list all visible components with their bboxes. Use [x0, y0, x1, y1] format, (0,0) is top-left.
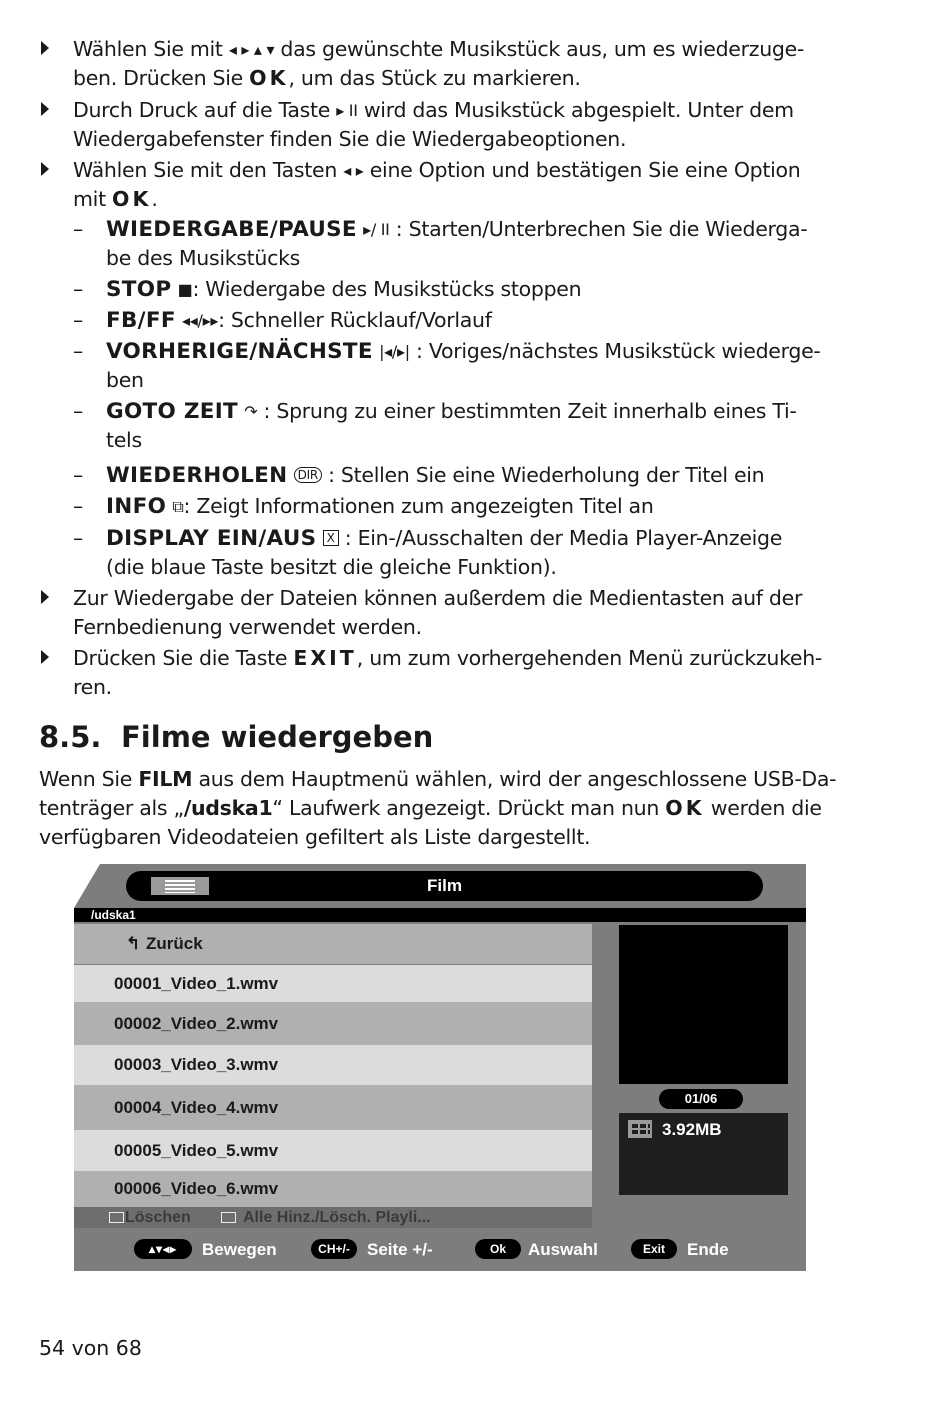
option-text: : Stellen Sie eine Wiederholung der Titel ein	[328, 463, 765, 487]
option-text: : Ein-/Ausschalten der Media Player-Anzeige	[344, 526, 783, 550]
playlist-checkbox[interactable]	[221, 1212, 236, 1223]
bullet-arrow-icon	[41, 41, 49, 55]
file-row[interactable]	[74, 1130, 592, 1171]
key-label: OK	[665, 796, 705, 820]
bullet-text: Zur Wiedergabe der Dateien können außerdem die Medientasten auf der	[73, 586, 803, 610]
bullet-item	[73, 35, 848, 93]
display-toggle-icon: X	[323, 530, 339, 546]
corner-decoration	[74, 864, 100, 908]
option-item	[106, 306, 851, 335]
paragraph-text: “ Laufwerk angezeigt. Drückt man nun	[272, 796, 666, 820]
bullet-text: Drücken Sie die Taste	[73, 646, 294, 670]
file-row[interactable]	[74, 965, 592, 1002]
option-text: : Wiedergabe des Musikstücks stoppen	[192, 277, 582, 301]
paragraph-bold: FILM	[138, 767, 193, 791]
option-text: ben	[106, 368, 144, 392]
dash-marker: –	[73, 526, 84, 550]
media-player-screenshot	[74, 864, 806, 1271]
file-row[interactable]	[74, 1045, 592, 1085]
bullet-arrow-icon	[41, 162, 49, 176]
dash-marker: –	[73, 308, 84, 332]
dash-marker: –	[73, 399, 84, 423]
bullet-text: mit	[73, 187, 113, 211]
option-item	[106, 337, 851, 395]
option-text: tels	[106, 428, 142, 452]
option-keyword: INFO	[106, 494, 167, 519]
bullet-text: wird das Musikstück abgespielt. Unter dem	[357, 98, 794, 122]
file-row[interactable]	[74, 1002, 592, 1045]
option-keyword: DISPLAY EIN/AUS	[106, 526, 317, 551]
bullet-text: das gewünschte Musikstück aus, um es wiederzuge-	[274, 37, 805, 61]
bullet-text: .	[151, 187, 158, 211]
file-name: 00005_Video_5.wmv	[114, 1141, 279, 1160]
delete-checkbox[interactable]	[109, 1212, 124, 1223]
option-item	[106, 275, 851, 304]
help-bar	[74, 1228, 806, 1271]
arrow-keys-pill: ▴▾◂▸	[134, 1239, 192, 1259]
stop-icon: ■	[177, 280, 193, 299]
option-keyword: WIEDERHOLEN	[106, 463, 288, 488]
option-item	[106, 524, 851, 582]
file-name: 00006_Video_6.wmv	[114, 1179, 279, 1198]
section-number: 8.5.	[39, 720, 102, 754]
paragraph-text: verfügbaren Videodateien gefiltert als Liste dargestellt.	[39, 825, 591, 849]
file-name: 00003_Video_3.wmv	[114, 1055, 279, 1074]
bullet-text: ren.	[73, 675, 112, 699]
option-keyword: GOTO ZEIT	[106, 399, 238, 424]
bullet-text: ben. Drücken Sie	[73, 66, 250, 90]
goto-time-icon: ↷	[244, 402, 258, 421]
dash-marker: –	[73, 217, 84, 241]
option-keyword: VORHERIGE/NÄCHSTE	[106, 339, 373, 364]
bullet-item	[73, 584, 848, 642]
paragraph-text: werden die	[704, 796, 822, 820]
path-label: /udska1	[91, 908, 136, 922]
play-pause-icon: ▸/ II	[363, 220, 390, 239]
dash-marker: –	[73, 463, 84, 487]
file-name: 00002_Video_2.wmv	[114, 1014, 279, 1033]
file-name: 00001_Video_1.wmv	[114, 974, 279, 993]
title-bar	[126, 871, 763, 901]
file-size: 3.92MB	[662, 1120, 722, 1139]
prev-next-icon: |◂/▸|	[379, 342, 410, 361]
paragraph-text: Wenn Sie	[39, 767, 139, 791]
option-text: : Voriges/nächstes Musikstück wiederge-	[416, 339, 821, 363]
bullet-text: , um das Stück zu markieren.	[288, 66, 581, 90]
bullet-item	[73, 644, 848, 702]
playlist-option-label[interactable]: Alle Hinz./Lösch. Playli...	[243, 1209, 431, 1226]
file-row[interactable]	[74, 1085, 592, 1130]
option-item	[106, 215, 851, 273]
channel-key-pill: CH+/-	[311, 1239, 357, 1259]
screen-title: Film	[427, 876, 462, 895]
file-row[interactable]	[74, 1171, 592, 1207]
option-keyword: STOP	[106, 277, 172, 302]
file-counter: 01/06	[659, 1089, 743, 1109]
repeat-icon: DIR	[294, 467, 322, 483]
bullet-item	[73, 156, 848, 214]
bullet-text: Wählen Sie mit den Tasten	[73, 158, 344, 182]
intro-paragraph	[39, 765, 839, 852]
end-label: Ende	[687, 1240, 729, 1259]
file-grid-icon	[628, 1120, 652, 1138]
bullet-text: , um zum vorhergehenden Menü zurückzukeh-	[356, 646, 823, 670]
option-text: (die blaue Taste besitzt die gleiche Funktion).	[106, 555, 557, 579]
option-bar	[74, 1207, 592, 1228]
option-item	[106, 492, 851, 521]
key-label: OK	[249, 66, 289, 90]
bullet-arrow-icon	[41, 590, 49, 604]
paragraph-text: aus dem Hauptmenü wählen, wird der angeschlossene USB-Da-	[192, 767, 837, 791]
option-text: be des Musikstücks	[106, 246, 301, 270]
bullet-text: Wählen Sie mit	[73, 37, 229, 61]
option-keyword: WIEDERGABE/PAUSE	[106, 217, 357, 242]
back-label: Zurück	[146, 934, 203, 953]
bullet-arrow-icon	[41, 102, 49, 116]
play-pause-icon: ▸ II	[336, 101, 358, 120]
option-text: : Sprung zu einer bestimmten Zeit innerhalb eines Ti-	[263, 399, 797, 423]
option-keyword: FB/FF	[106, 308, 176, 333]
key-label: EXIT	[293, 646, 357, 670]
left-right-keys-icon: ◂ ▸	[343, 161, 364, 180]
delete-option-label[interactable]: Löschen	[125, 1209, 191, 1226]
back-row[interactable]	[74, 924, 592, 964]
paragraph-text: tenträger als „	[39, 796, 184, 820]
bullet-text: eine Option und bestätigen Sie eine Option	[363, 158, 801, 182]
option-item	[106, 397, 851, 455]
arrow-keys-icon: ◂ ▸ ▴ ▾	[228, 40, 275, 59]
page-number: 54 von 68	[39, 1336, 142, 1360]
move-label: Bewegen	[202, 1240, 277, 1259]
ok-key-pill: Ok	[475, 1239, 521, 1259]
select-label: Auswahl	[528, 1240, 598, 1259]
path-bar	[74, 908, 806, 922]
option-item	[106, 461, 851, 490]
dash-marker: –	[73, 339, 84, 363]
dash-marker: –	[73, 494, 84, 518]
dash-marker: –	[73, 277, 84, 301]
bullet-arrow-icon	[41, 650, 49, 664]
option-text: : Zeigt Informationen zum angezeigten Titel an	[183, 494, 654, 518]
preview-window	[619, 925, 788, 1084]
info-icon: ⧉	[172, 497, 184, 516]
bullet-text: Durch Druck auf die Taste	[73, 98, 337, 122]
paragraph-bold: /udska1	[183, 796, 273, 820]
exit-key-pill: Exit	[631, 1239, 677, 1259]
option-text: : Schneller Rücklauf/Vorlauf	[218, 308, 492, 332]
back-arrow-icon: ↰	[126, 934, 141, 953]
bullet-item	[73, 96, 848, 154]
rewind-forward-icon: ◂◂/▸▸	[182, 311, 219, 330]
section-title: Filme wiedergeben	[121, 720, 434, 754]
section-heading	[39, 720, 433, 754]
key-label: OK	[112, 187, 152, 211]
bullet-text: Wiedergabefenster finden Sie die Wiedergabeoptionen.	[73, 127, 627, 151]
file-info-panel	[619, 1113, 788, 1195]
file-name: 00004_Video_4.wmv	[114, 1098, 279, 1117]
bullet-text: Fernbedienung verwendet werden.	[73, 615, 422, 639]
page-label: Seite +/-	[367, 1240, 433, 1259]
option-text: : Starten/Unterbrechen Sie die Wiederga-	[395, 217, 808, 241]
